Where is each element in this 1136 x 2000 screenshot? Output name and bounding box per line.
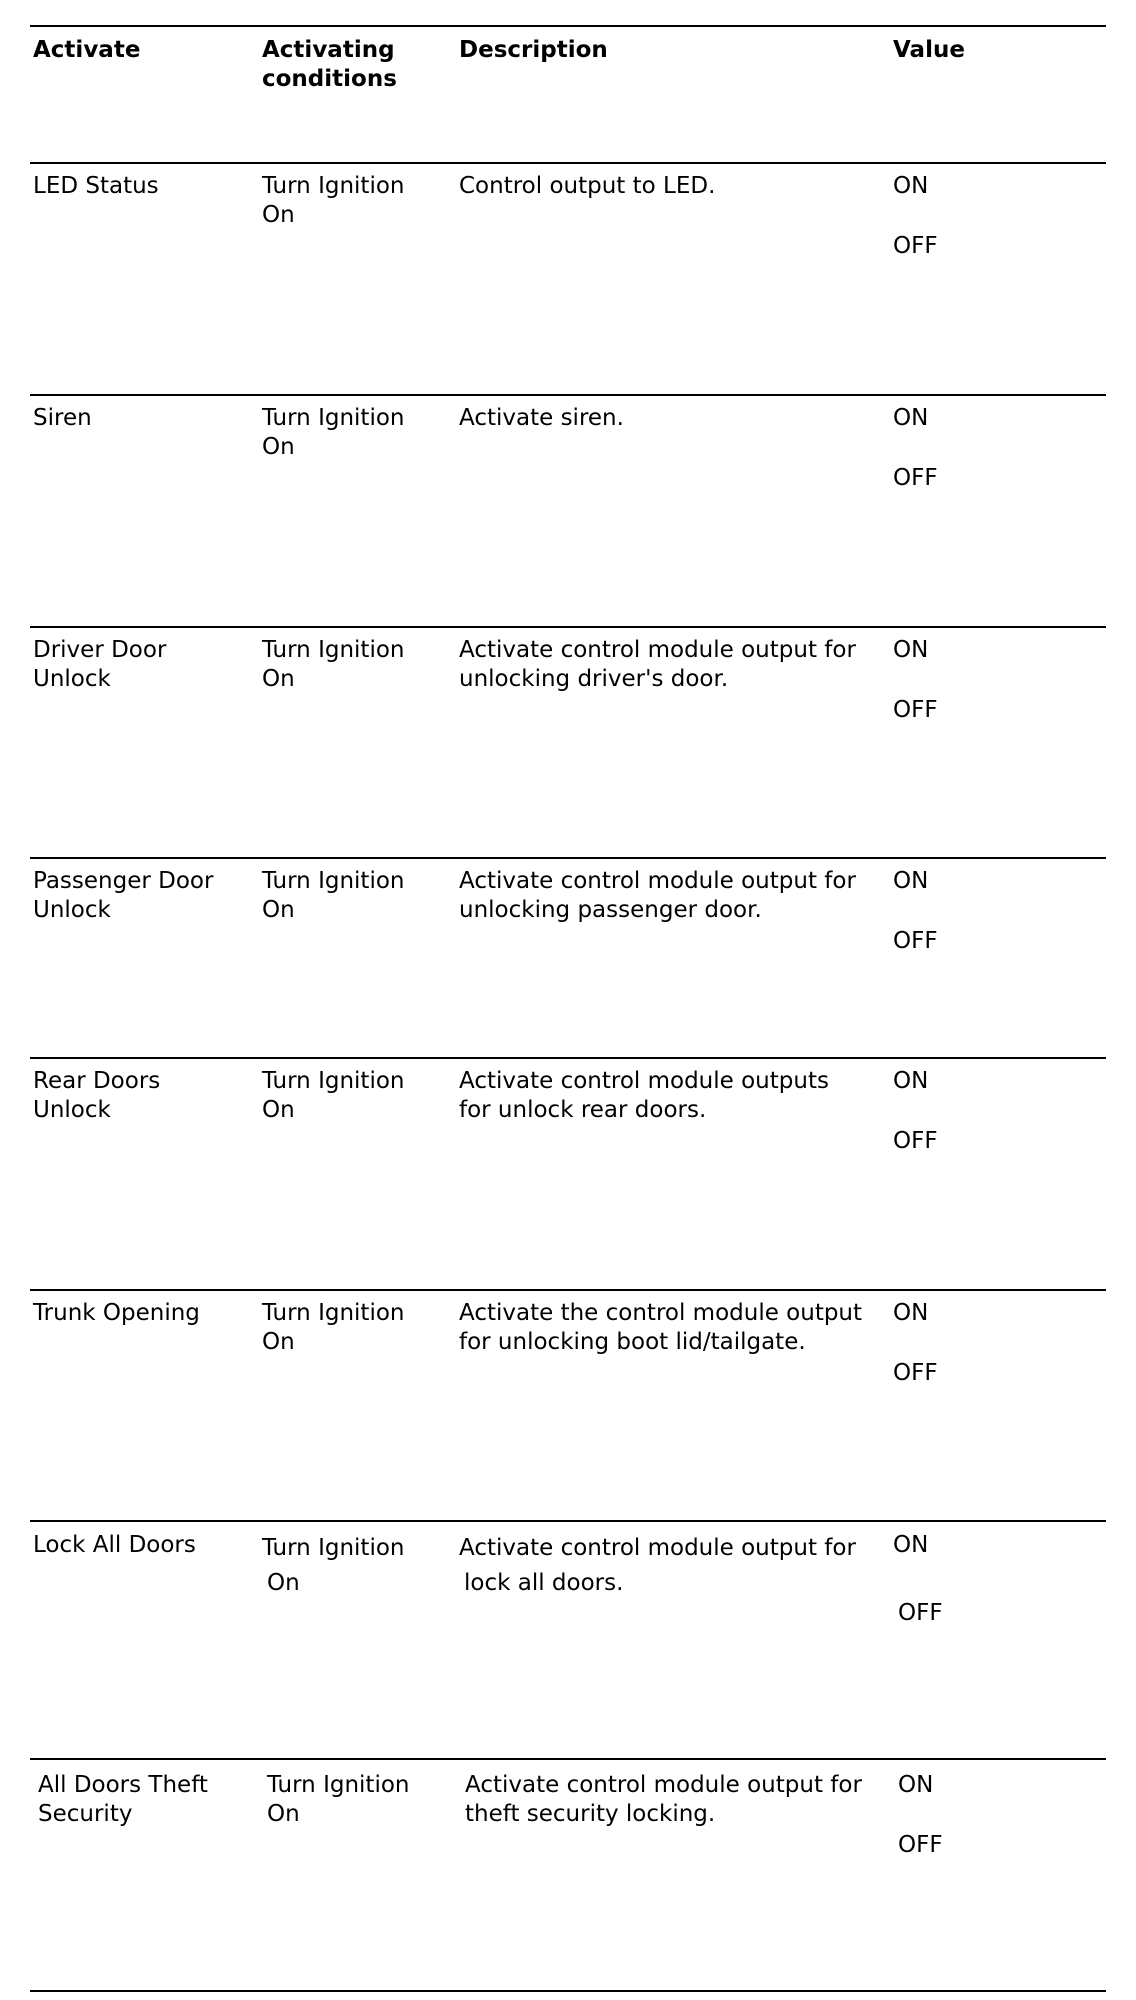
value-on: ON — [893, 1532, 929, 1558]
row-activate — [33, 636, 166, 694]
row-description — [459, 1067, 829, 1125]
row-divider — [30, 857, 1106, 859]
conditions-line1: Turn Ignition — [262, 868, 405, 894]
row-description — [459, 636, 856, 694]
conditions-line1: Turn Ignition — [262, 405, 405, 431]
header-conditions-line1: Activating — [262, 37, 395, 63]
conditions-line2: On — [262, 202, 295, 228]
conditions-line2: On — [262, 1097, 295, 1123]
description-line2: unlocking passenger door. — [459, 897, 762, 923]
row-description — [459, 1531, 856, 1601]
activate-label: Siren — [33, 405, 92, 431]
header-conditions-line2: conditions — [262, 66, 397, 92]
conditions-line1: Turn Ignition — [262, 173, 405, 199]
row-activate — [33, 172, 159, 201]
row-conditions — [262, 1067, 404, 1125]
activate-line2: Unlock — [33, 897, 111, 923]
conditions-line1: Turn Ignition — [262, 637, 405, 663]
header-activate: Activate — [33, 37, 141, 63]
value-off: OFF — [898, 1600, 943, 1626]
value-on: ON — [893, 1068, 929, 1094]
activate-line1: Driver Door — [33, 637, 167, 663]
header-bottom-rule — [30, 162, 1106, 164]
value-off: OFF — [893, 465, 938, 491]
value-on: ON — [893, 405, 929, 431]
description-line2: for unlocking boot lid/tailgate. — [459, 1329, 806, 1355]
row-conditions — [262, 1531, 404, 1601]
table-top-rule — [30, 25, 1106, 27]
description-line1: Activate control module output for — [459, 868, 856, 894]
conditions-line2: On — [262, 666, 295, 692]
activate-line2: Security — [38, 1801, 133, 1827]
row-conditions — [267, 1771, 409, 1829]
row-activate — [33, 1299, 200, 1328]
description-line1: Activate control module output for — [465, 1772, 862, 1798]
description-line2: for unlock rear doors. — [459, 1097, 707, 1123]
conditions-line1: Turn Ignition — [262, 1300, 405, 1326]
row-conditions — [262, 867, 404, 925]
value-on: ON — [898, 1772, 934, 1798]
activate-line1: Rear Doors — [33, 1068, 161, 1094]
conditions-line1: Turn Ignition — [267, 1772, 410, 1798]
conditions-line2: On — [262, 897, 295, 923]
conditions-line2: On — [262, 1329, 295, 1355]
row-activate — [33, 1067, 160, 1125]
description-line1: Activate control module outputs — [459, 1068, 829, 1094]
row-divider — [30, 1289, 1106, 1291]
row-description — [459, 172, 715, 201]
header-value: Value — [893, 37, 965, 63]
description-line1: Activate siren. — [459, 405, 624, 431]
description-line1: Activate the control module output — [459, 1300, 863, 1326]
row-divider — [30, 394, 1106, 396]
activate-line1: Passenger Door — [33, 868, 214, 894]
row-conditions — [262, 404, 404, 462]
activate-label: LED Status — [33, 173, 159, 199]
description-line2: lock all doors. — [464, 1570, 624, 1596]
header-activating-conditions — [262, 36, 397, 94]
row-activate — [33, 404, 92, 433]
row-description — [465, 1771, 862, 1829]
value-off: OFF — [893, 928, 938, 954]
description-line1: Activate control module output for — [459, 1535, 856, 1561]
row-description — [459, 404, 624, 433]
description-line2: theft security locking. — [465, 1801, 716, 1827]
value-on: ON — [893, 173, 929, 199]
row-divider — [30, 626, 1106, 628]
header-description: Description — [459, 37, 608, 63]
value-off: OFF — [893, 233, 938, 259]
row-activate — [33, 867, 213, 925]
activate-line2: Unlock — [33, 666, 111, 692]
activate-label: Trunk Opening — [33, 1300, 200, 1326]
value-off: OFF — [898, 1832, 943, 1858]
value-on: ON — [893, 1300, 929, 1326]
value-off: OFF — [893, 1360, 938, 1386]
row-divider — [30, 1758, 1106, 1760]
row-divider — [30, 1057, 1106, 1059]
conditions-line2: On — [267, 1570, 300, 1596]
row-description — [459, 867, 856, 925]
value-off: OFF — [893, 697, 938, 723]
conditions-line1: Turn Ignition — [262, 1068, 405, 1094]
description-line1: Activate control module output for — [459, 637, 856, 663]
row-conditions — [262, 172, 404, 230]
description-line1: Control output to LED. — [459, 173, 716, 199]
activate-line2: Unlock — [33, 1097, 111, 1123]
value-off: OFF — [893, 1128, 938, 1154]
value-on: ON — [893, 868, 929, 894]
table-bottom-rule — [30, 1990, 1106, 1992]
description-line2: unlocking driver's door. — [459, 666, 729, 692]
conditions-line1: Turn Ignition — [262, 1535, 405, 1561]
activate-line1: All Doors Theft — [38, 1772, 208, 1798]
row-divider — [30, 1520, 1106, 1522]
value-on: ON — [893, 637, 929, 663]
activate-label: Lock All Doors — [33, 1532, 196, 1558]
conditions-line2: On — [267, 1801, 300, 1827]
conditions-line2: On — [262, 434, 295, 460]
row-activate — [38, 1771, 208, 1829]
row-conditions — [262, 636, 404, 694]
row-conditions — [262, 1299, 404, 1357]
row-activate — [33, 1531, 196, 1560]
row-description — [459, 1299, 862, 1357]
